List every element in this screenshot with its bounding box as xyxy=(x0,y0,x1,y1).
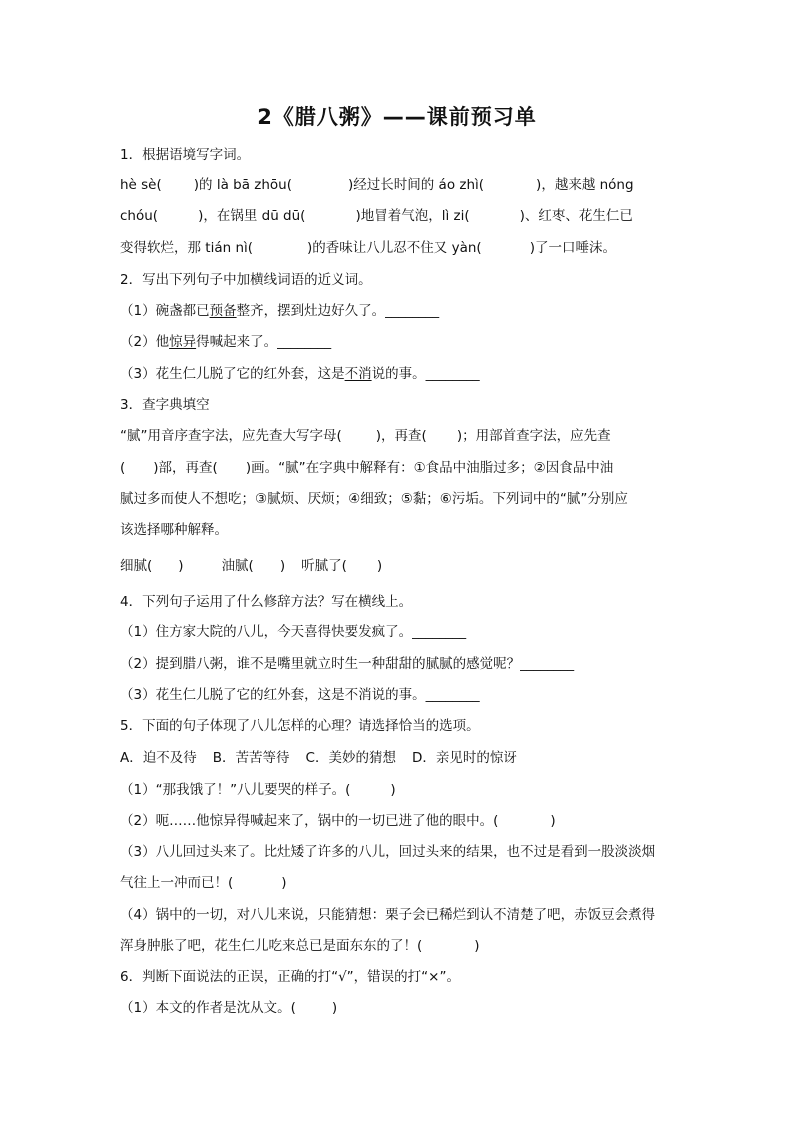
word-tingnile: 听腻了( xyxy=(301,558,347,574)
q3-l2-part-b: )部，再查( xyxy=(153,460,218,476)
question-5-item-1 xyxy=(120,781,680,799)
question-4-item-1: （1）住方家大院的八儿，今天喜得快要发疯了。________ xyxy=(120,624,467,640)
q1-l1-part-d: )，越来越 nóng xyxy=(536,177,634,193)
option-c: C．美妙的猜想 xyxy=(305,750,396,766)
question-1-line-1 xyxy=(120,176,680,194)
q2-i3-text: （3）花生仁儿脱了它的红外套，这是 xyxy=(120,366,345,382)
paren-close: ) xyxy=(550,813,556,829)
question-1-heading: 1．根据语境写字词。 xyxy=(120,147,251,163)
paren-close: ) xyxy=(178,558,184,574)
question-5-options xyxy=(120,749,680,767)
question-1-line-3 xyxy=(120,239,680,257)
paren-close: ) xyxy=(279,558,286,574)
underlined-word: 预备 xyxy=(209,303,237,319)
question-5-item-4: （4）锅中的一切，对八儿来说，只能猜想：栗子会已稀烂到认不清楚了吧，赤饭豆会煮得 xyxy=(120,907,656,923)
question-4-item-3: （3）花生仁儿脱了它的红外套，这是不消说的事。________ xyxy=(120,687,480,703)
q1-l2-part-a: chóu( xyxy=(120,208,159,224)
q1-l2-part-c: )地冒着气泡，lì zi( xyxy=(355,208,470,224)
q5-i2-text: （2）呃……他惊异得喊起来了，锅中的一切已进了他的眼中。( xyxy=(120,813,499,829)
question-4-item-2: （2）提到腊八粥，谁不是嘴里就立时生一种甜甜的腻腻的感觉呢？________ xyxy=(120,656,575,672)
word-xini: 细腻( xyxy=(120,558,153,574)
question-2-item-1 xyxy=(120,302,680,320)
question-1-line-2 xyxy=(120,207,680,225)
q5-i4-text: 浑身肿胀了吧，花生仁儿吃来总已是面东东的了！( xyxy=(120,938,423,954)
question-3-answers xyxy=(120,557,680,575)
question-5-item-2 xyxy=(120,812,680,830)
page-title: 2《腊八粥》——课前预习单 xyxy=(257,105,537,129)
q2-i2-text: （2）他 xyxy=(120,334,170,350)
q3-l1-part-b: )，再查( xyxy=(375,428,427,444)
paren-close: ) xyxy=(376,558,383,574)
underlined-word: 不消 xyxy=(344,366,372,382)
question-5-item-4-cont xyxy=(120,937,680,955)
question-3-heading: 3．查字典填空 xyxy=(120,397,210,413)
option-a: A．迫不及待 xyxy=(120,750,197,766)
q1-l1-part-a: hè sè( xyxy=(120,177,162,193)
word-youni: 油腻( xyxy=(221,558,254,574)
question-3-line-4: 该选择哪种解释。 xyxy=(120,522,228,538)
paren-close: ) xyxy=(281,875,287,891)
question-2-item-3 xyxy=(120,365,680,383)
q2-i1-rest: 整齐，摆到灶边好久了。________ xyxy=(236,303,440,319)
q1-l3-part-c: )了一口唾沫。 xyxy=(529,240,616,256)
option-d: D．亲见时的惊讶 xyxy=(411,750,517,766)
question-3-line-1 xyxy=(120,427,680,445)
q5-i3-text: 气往上一冲而已！( xyxy=(120,875,234,891)
question-5-heading: 5．下面的句子体现了八儿怎样的心理？请选择恰当的选项。 xyxy=(120,718,480,734)
q1-l2-part-d: )、红枣、花生仁已 xyxy=(519,208,633,224)
q1-l2-part-b: )，在锅里 dū dū( xyxy=(198,208,306,224)
q1-l3-part-b: )的香味让八儿忍不住又 yàn( xyxy=(307,240,482,256)
question-3-line-3: 腻过多而使人不想吃；③腻烦、厌烦；④细致；⑤黏；⑥污垢。下列词中的“腻”分别应 xyxy=(120,491,628,507)
q1-l1-part-c: )经过长时间的 áo zhì( xyxy=(348,177,485,193)
option-b: B．苦苦等待 xyxy=(212,750,290,766)
question-3-line-2 xyxy=(120,459,680,477)
question-6-heading: 6．判断下面说法的正误，正确的打“√”，错误的打“×”。 xyxy=(120,969,460,985)
question-5-item-3: （3）八儿回过头来了。比灶矮了许多的八儿，回过头来的结果，也不过是看到一股淡淡烟 xyxy=(120,844,656,860)
q3-l2-part-c: )画。“腻”在字典中解释有：①食品中油脂过多；②因食品中油 xyxy=(245,460,614,476)
question-5-item-3-cont xyxy=(120,874,680,892)
question-2-item-2 xyxy=(120,333,680,351)
q2-i2-rest: 得喊起来了。________ xyxy=(196,334,332,350)
question-2-heading: 2．写出下列句子中加横线词语的近义词。 xyxy=(120,272,372,288)
paren-close: ) xyxy=(390,782,396,798)
q1-l1-part-b: )的 là bā zhōu( xyxy=(193,177,292,193)
underlined-word: 惊异 xyxy=(169,334,197,350)
q3-l1-part-a: “腻”用音序查字法，应先查大写字母( xyxy=(120,428,342,444)
paren-close: ) xyxy=(331,1000,338,1016)
q3-l1-part-c: )；用部首查字法，应先查 xyxy=(456,428,611,444)
q2-i3-rest: 说的事。________ xyxy=(371,366,480,382)
q1-l3-part-a: 变得软烂，那 tián nì( xyxy=(120,240,254,256)
question-6-item-1 xyxy=(120,999,680,1017)
q5-i1-text: （1）“那我饿了！”八儿要哭的样子。( xyxy=(120,782,351,798)
question-4-heading: 4．下列句子运用了什么修辞方法？写在横线上。 xyxy=(120,594,413,610)
q6-i1-text: （1）本文的作者是沈从文。( xyxy=(120,1000,296,1016)
q3-l2-part-a: ( xyxy=(120,460,126,476)
q2-i1-text: （1）碗盏都已 xyxy=(120,303,210,319)
paren-close: ) xyxy=(474,938,480,954)
